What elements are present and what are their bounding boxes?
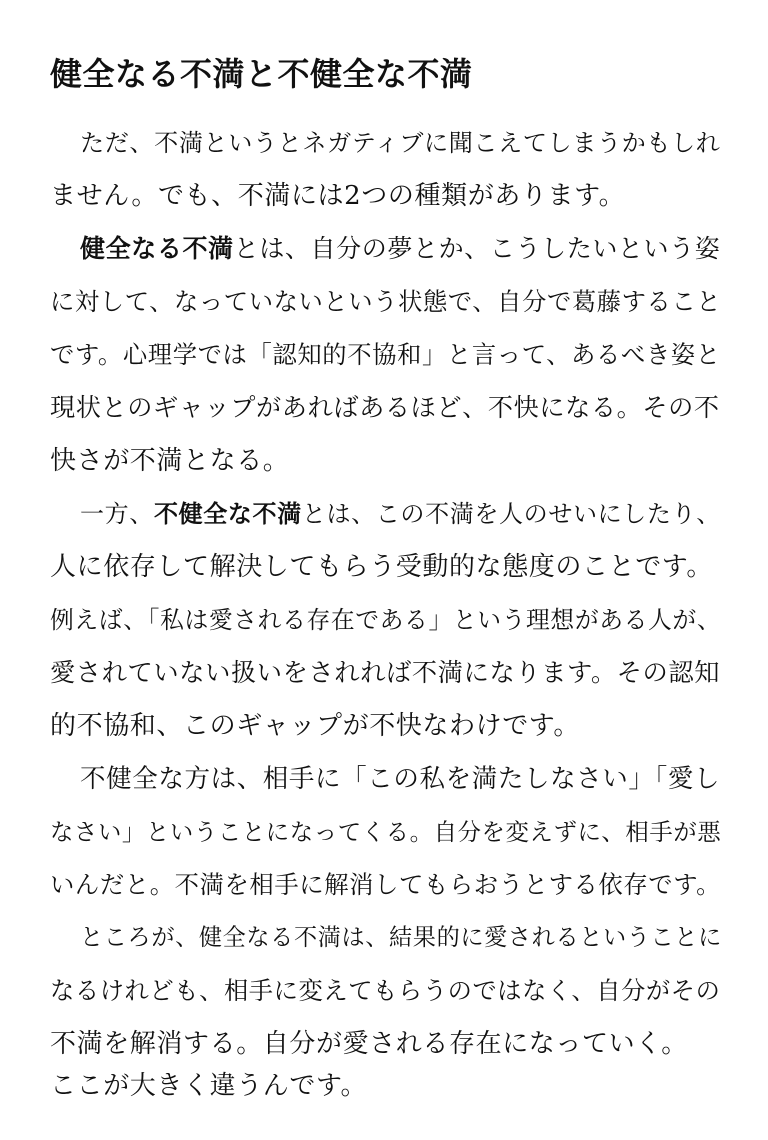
paragraph-line (80, 496, 721, 532)
paragraph-line: 快さが不満となる。 (50, 446, 290, 476)
line-text: とは、自分の夢とか、こうしたいという姿 (233, 234, 721, 263)
section-title: 健全なる不満と不健全な不満 (50, 55, 473, 93)
bold-term-unhealthy-dissatisfaction: 不健全な不満 (153, 499, 302, 528)
paragraph-line: 不満を解消する。自分が愛される存在になっていく。 (50, 1029, 688, 1059)
paragraph-line: 不健全な方は、相手に「この私を満たしなさい」「愛し (80, 764, 721, 794)
line-text: とは、この不満を人のせいにしたり、 (301, 500, 721, 528)
paragraph-line: 的不協和、このギャップが不快なわけです。 (50, 711, 580, 741)
paragraph-line: なるけれども、相手に変えてもらうのではなく、自分がその (50, 976, 721, 1005)
line-text: 一方、 (80, 500, 154, 528)
paragraph-line: ここが大きく違うんです。 (50, 1071, 368, 1101)
paragraph-line: 愛されていない扱いをされれば不満になります。その認知 (50, 658, 721, 687)
paragraph-line: いんだと。不満を相手に解消してもらおうとする依存です。 (50, 870, 722, 899)
paragraph-line: 現状とのギャップがあればあるほど、不快になる。その不 (50, 393, 720, 422)
bold-term-healthy-dissatisfaction: 健全なる不満 (80, 234, 234, 263)
paragraph-line: ません。でも、不満には2つの種類があります。 (50, 181, 626, 211)
paragraph-line: 例えば、「私は愛される存在である」という理想がある人が、 (50, 606, 722, 634)
paragraph-line: 人に依存して解決してもらう受動的な態度のことです。 (50, 552, 713, 582)
paragraph-line (80, 231, 720, 267)
paragraph-line: に対して、なっていないという状態で、自分で葛藤すること (50, 287, 722, 316)
paragraph-line: です。心理学では「認知的不協和」と言って、あるべき姿と (50, 340, 721, 369)
paragraph-line: ところが、健全なる不満は、結果的に愛されるということに (80, 924, 722, 951)
paragraph-line: ただ、不満というとネガティブに聞こえてしまうかもしれ (80, 129, 721, 157)
paragraph-line: なさい」ということになってくる。自分を変えずに、相手が悪 (50, 818, 722, 846)
